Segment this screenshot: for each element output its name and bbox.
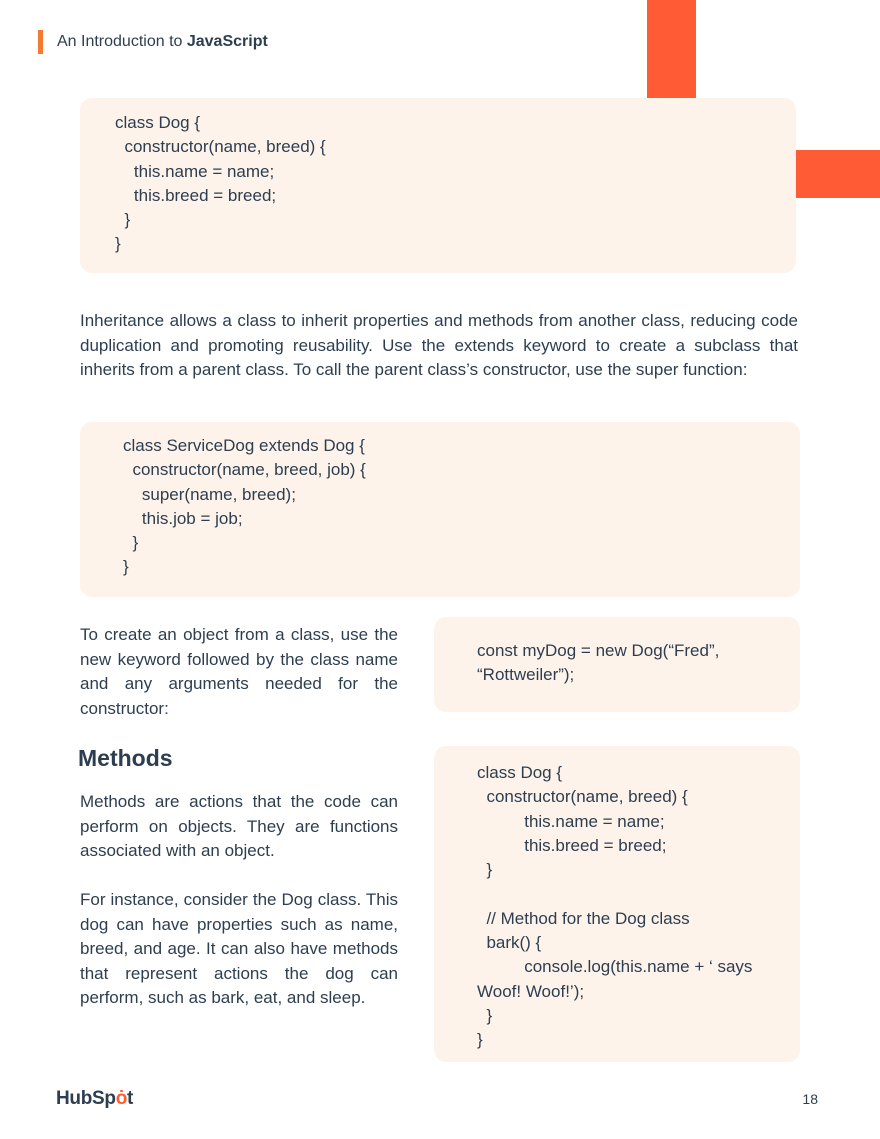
document-title-prefix: An Introduction to [57, 33, 187, 50]
document-title [57, 33, 268, 51]
paragraph-inheritance: Inheritance allows a class to inherit properties and methods from another class, reducing code duplication and promoting reusability. Use the extends keyword to create a subclass that inherits from a parent class. To call the parent class’s constructor, use the super function: [80, 311, 798, 379]
logo-text-start: HubSp [56, 1088, 116, 1109]
paragraph-create-object: To create an object from a class, use the new keyword followed by the class name and any arguments needed for the constructor: [80, 625, 398, 718]
page-number: 18 [802, 1091, 818, 1107]
section-heading-methods: Methods [78, 745, 173, 771]
paragraph-methods-example: For instance, consider the Dog class. This dog can have properties such as name, breed, and age. It can also have methods that represent actions the dog can perform, such as bark, eat, and sleep. [80, 890, 398, 1007]
code-text: const myDog = new Dog(“Fred”, “Rottweiler”); [477, 641, 720, 685]
sprocket-icon: ȯ [115, 1088, 128, 1109]
decorative-orange-block-right [796, 150, 880, 198]
paragraph-methods-intro: Methods are actions that the code can perform on objects. They are functions associated with an object. [80, 792, 398, 860]
header-accent-bar [38, 30, 43, 54]
code-block-dog-method [434, 746, 800, 1062]
code-text: class Dog { constructor(name, breed) { this.name = name; this.breed = breed; } // Method for the Dog class bark() { console.log(this.name + ‘ says Woof! Woof!’); } } [477, 763, 753, 1050]
hubspot-logo [56, 1088, 133, 1110]
code-text: class Dog { constructor(name, breed) { this.name = name; this.breed = breed; } } [115, 113, 326, 254]
decorative-orange-block-top [647, 0, 696, 98]
code-block-dog-class [80, 98, 796, 273]
logo-text-end: t [127, 1088, 134, 1109]
code-text: class ServiceDog extends Dog { constructor(name, breed, job) { super(name, breed); this.job = job; } } [123, 436, 366, 577]
code-block-service-dog [80, 422, 800, 597]
document-title-bold: JavaScript [186, 33, 268, 50]
code-block-new-dog [434, 617, 800, 712]
